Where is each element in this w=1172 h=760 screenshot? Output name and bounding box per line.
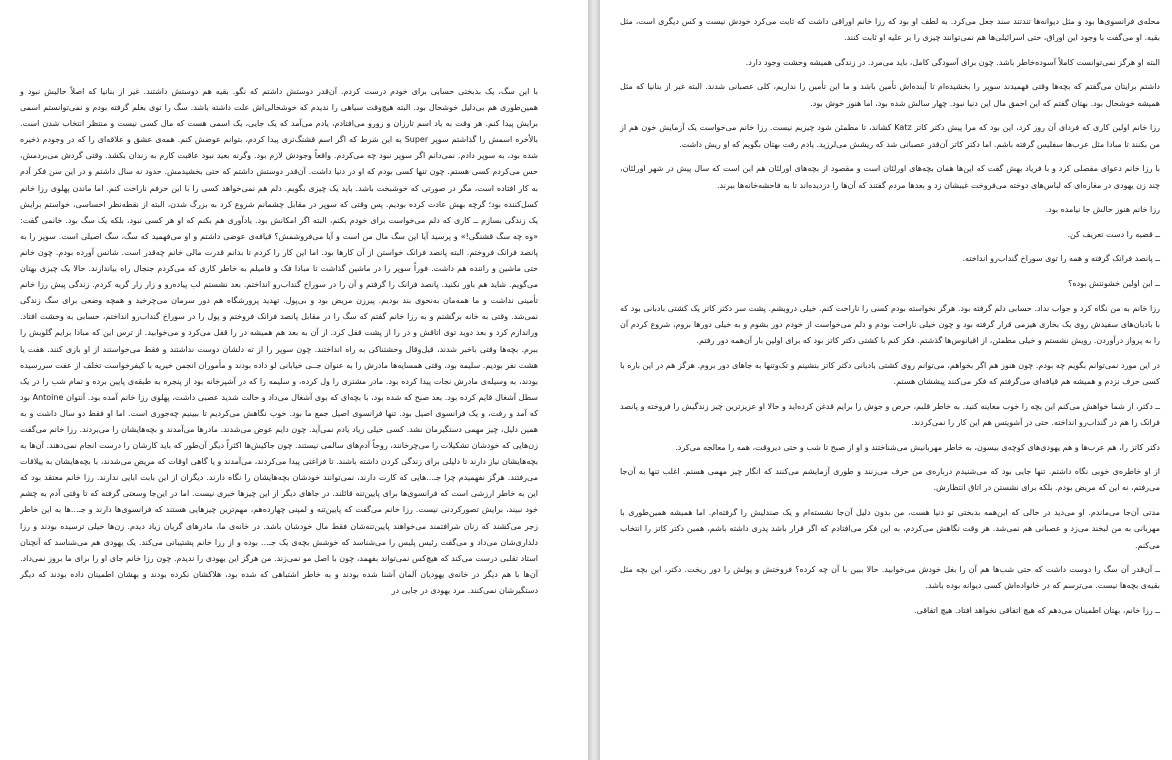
page-gutter — [588, 0, 600, 760]
right-paragraph-16: ــ آن‌قدر آن سگ را دوست داشت که حتی شب‌ها هم آن را بغل خودش می‌خوابید. حالا ببین با آن چه کرده؟ فروختش و پولش را دور ریخت. دکتر، این بچه مثل بقیه‌ی بچه‌ها نیست. می‌ترسم که در خانواده‌اش کسی دیوانه بوده باشد. — [620, 565, 1160, 591]
right-paragraph-7: ــ قضیه را دست تعریف کن. — [1067, 229, 1160, 239]
right-page — [600, 0, 1172, 760]
right-paragraph-8: ــ پانصد فرانک گرفته و همه را توی سوراخ گنداب‌رو انداخته. — [962, 254, 1160, 264]
left-paragraph-1: با این سگ، یک بدبختی حسابی برای خودم درست کردم. آن‌قدر دوستش داشتم که نگو. بقیه هم دوستش داشتند. غیر از بنانیا که اصلاً حالیش نبود و همین‌طوری هم بی‌دلیل خوشحال بود. البته هیچ‌وقت سیاهی را ندیدم که خوشحالی‌اش علت داشته باشد. سگ را توی بغلم گرفته بودم و نمی‌توانستم اسمی برایش پیدا کنم. هر وقت به یاد اسم تارزان و زورو می‌افتادم، یادم می‌آمد که یک جایی، یک اسمی هست که مال کسی نیست و منتظر انتخاب شدن است. بالأخره اسمش را گذاشتم سوپر Super به این شرط که اگر اسم قشنگ‌تری پیدا کردم، بتوانم عوضش کنم. همه‌ی عشق و علاقه‌ای را که در وجودم ذخیره شده بود، به سوپر دادم. نمی‌دانم اگر سوپر نبود چه می‌کردم. واقعاً وجودش لازم بود. وگرنه بعید نبود عاقبت کارم به زندان بکشد. وقتی گردش می‌بردمش، حس می‌کردم کسی هستم. چون تنها کسی بودم که او در دنیا داشت. آن‌قدر دوستش داشتم که حتی بخشیدمش. حدود نه سال داشتم و در این سن فکر آدم به کار افتاده است، مگر در صورتی که خوشبخت باشد. باید یک چیزی بگویم. دلم هم نمی‌خواهد کسی را با این حرفم ناراحت کنم. اما ماندن پهلوی رزا خانم کسل‌کننده بود؛ گرچه بهش عادت کرده بودیم. پس وقتی که سوپر در مقابل چشمانم شروع کرد به بزرگ شدن، البته از نقطه‌نظر احساسی، خواستم برایش یک زندگی بسازم ــ کاری که دلم می‌خواست برای خودم بکنم، البته اگر امکانش بود. یادآوری هم بکنم که او هر کسی نبود، بلکه یک سگ بود. خانمی گفت: «وه چه سگ قشنگی!» و پرسید آیا این سگ مال من است و آیا می‌فروشمش؟ قیافه‌ی عوضی داشتم و او می‌فهمید که سگ، سگ اصیلی است. سوپر را به پانصد فرانک فروختم. البته پانصد فرانک خواستن از آن کارها بود. اما این کار را کردم تا بدانم قدرت مالی خانم چه‌قدر است. شانس آورده بودم. چون خانم حتی ماشین و راننده هم داشت. فوراً سوپر را در ماشین گذاشت تا مبادا فک و فامیلم به خاطر کاری که می‌کردم جنجال راه بیاندازند. حالا یک چیزی بهتان می‌گویم. شاید هم باور نکنید. پانصد فرانک را گرفتم و آن را در سوراخ گنداب‌رو انداختم. بعد نشستم لب پیاده‌رو و زار زار گریه کردم. زندگی پیش رزا خانم تأمینی نداشت و ما همه‌مان به‌نحوی بند بودیم. پیرزن مریض بود و بی‌پول. تهدید پرورشگاه هم دور سرمان می‌چرخید و همچه وضعی برای سگ زندگی نمی‌شد. وقتی به خانه برگشتم و به رزا خانم گفتم که سگ را در مقابل پانصد فرانک فروختم و پول را در سوراخ گنداب‌رو انداختم، حسابی به وحشت افتاد. وراندازم کرد و بعد دوید توی اتاقش و در را از پشت قفل کرد. از آن به بعد هم همیشه در را قفل می‌کرد و می‌خوابید. از ترس این که مبادا برایم گلویش را ببرم. بچه‌ها وقتی باخبر شدند، قیل‌وقال وحشتناکی به راه انداختند. چون سوپر را از ته دلشان دوست نداشتند و فقط می‌خواستند از او بازی کنند. هفت یا هشت نفر بودیم. سلیمه بود، وقتی همسایه‌ها مادرش را به عنوان جــی خیابانی لو داده بودند و مأموران انجمن خیریه با کیفرخواست تخلف از عفت سررسیده بودند، به وسیله‌ی مادرش نجات پیدا کرده بود. مادر مشتری را ول کرده، و سلیمه را که در آشپزخانه بود از پنجره به طبقه‌ی پایین برده و تمام شب را در یک سطل آشغال قایم کرده بود. بعد صبح که شده بود، با بچه‌ای که بوی آشغال می‌داد و حالت شدید عصبی داشت، پهلوی رزا خانم آمده بود. آنتوان Antoine بود که آمد و رفت، و یک فرانسوی اصیل بود. تنها فرانسوی اصیل جمع ما بود. خوب نگاهش می‌کردیم تا ببینیم چه‌جوری است. اما او فقط دو سال داشت و به همین دلیل، چیز مهمی دستگیرمان نشد. کسی خیلی زیاد یادم نمی‌آید. چون دایم عوض می‌شدند. مادرها می‌آمدند و بچه‌هایشان را می‌بردند. رزا خانم می‌گفت زن‌هایی که خودشان تشکیلات را می‌چرخانند، روحاً آدم‌های سالمی نیستند. چون جاکیش‌ها اکثراً دیگر آن‌طور که باید کارشان را درست انجام نمی‌دهند. آن‌ها به بچه‌هایشان نیاز دارند تا دلیلی برای زندگی کردن داشته باشند. تا فراغتی پیدا می‌کردند، می‌آمدند و یا گاهی اوقات که مریض می‌شدند، با بچه‌هایشان به ییلاقات می‌رفتند. هرگز نفهمیدم چرا جـ...هایی که کارت دارند، نمی‌توانند خودشان بچه‌هایشان را نگاه دارند. دیگران از این بابت ابایی ندارند. رزا خانم معتقد بود که این به خاطر ارزشی است که فرانسوی‌ها برای پایین‌تنه قائلند. در جاهای دیگر از این چیزها خبری نیست. اما در این‌جا وسعتی گرفته که تا وقتی آدم به چشم خود نبیند، برایش تصورکردنی نیست. رزا خانم می‌گفت که پایین‌تنه و لمپنی چهارده‌هم، مهم‌ترین چیزهایی هستند که فرانسوی‌ها دارند و جـ...ها به این خاطر زجر می‌کشند که زنان شرافتمند می‌خواهند پایین‌تنه‌شان فقط مال خودشان باشد. در خانه‌ی ما، مادرهای گریان زیاد دیدم. زن‌ها خیلی ترسیده بودند و رزا دلداری‌شان می‌داد و می‌گفت رئیس پلیس را می‌شناسد که خوشش بچه‌ی یک جـ... بوده و از رزا خانم پشتیبانی می‌کند. یک یهودی هم می‌شناسد که آنچنان استاد تقلبی درست می‌کند که هیچ‌کس نمی‌تواند بفهمد، چون با اصل مو نمی‌زند. من هرگز این یهودی را ندیدم. چون رزا خانم جای او را برای ما بروز نمی‌داد. آن‌ها با هم دیگر در خانه‌ی یهودیان آلمان آشنا شده بودند و به خاطر اشتباهی که شده بود، هلاکشان نکرده بودند و بهشان اطمینان داده بودند که دیگر دستگیرشان نمی‌کنند. مرد یهودی در جایی در — [20, 87, 539, 595]
right-paragraph-3: داشتم برایتان می‌گفتم که بچه‌ها وقتی فهمیدند سوپر را بخشیده‌ام تا آینده‌اش تأمین باشد و ما این تأمین را نداریم، کلی عصبانی شدند. البته غیر از بنانیا که مثل همیشه خوشحال بود. بهتان گفتم که این احمق مال این دنیا نبود. چهار سالش شده بود، اما هنوز خوش بود. — [620, 82, 1160, 108]
right-paragraph-13: دکتر کاتز را، هم عرب‌ها و هم یهودی‌های کوچه‌ی بیسون، به خاطر مهربانیش می‌شناختند و او از صبح تا شب و حتی دیروقت، همه را معالجه می‌کرد. — [675, 442, 1160, 452]
right-paragraph-9: ــ این اولین خشونتش بوده؟ — [1068, 278, 1160, 288]
left-page-text — [20, 84, 538, 599]
right-paragraph-6: رزا خانم هنوز حالش جا نیامده بود. — [1045, 205, 1160, 215]
right-paragraph-12: ــ دکتر، از شما خواهش می‌کنم این بچه را خوب معاینه کنید. به خاطر قلبم، حرص و جوش را برایم قدغن کرده‌اید و حالا او عزیزترین چیز زندگیش را فروخته و پانصد فرانک را هم در گنداب‌رو انداخته. حتی در آشویتس هم این کار را نمی‌کردند. — [620, 401, 1160, 427]
right-paragraph-15: مدتی آن‌جا می‌ماندم. او می‌دید در حالی که این‌همه بدبختی تو دنیا هست، من بدون دلیل آن‌جا نشسته‌ام و یک صندلیش را گرفته‌ام. اما همیشه همین‌طوری با مهربانی به من لبخند می‌زد و عصبانی هم نمی‌شد. هر وقت نگاهش می‌کردم، به این فکر می‌افتادم که اگر قرار باشد پدری داشته باشم، همین دکتر کاتز را انتخاب می‌کنم. — [620, 507, 1160, 550]
right-paragraph-4: رزا خانم اولین کاری که فردای آن روز کرد، این بود که مرا پیش دکتر کاتز Katz کشاند، تا مطمئن شود چیزیم نیست. رزا خانم می‌خواست یک آزمایش خون هم از من بکنند تا مبادا مثل عرب‌ها سفلیس گرفته باشم. اما دکتر کاتز آن‌قدر عصبانی شد که ریشش می‌لرزید. یادم رفت بهتان بگویم که او ریش داشت. — [620, 123, 1161, 149]
right-paragraph-14: از او خاطره‌ی خوبی نگاه داشتم. تنها جایی بود که می‌شنیدم درباره‌ی من حرف می‌زنند و طوری آزمایشم می‌کنند که انگار چیز مهمی هستم. اغلب تنها به آن‌جا می‌رفتم، نه این که مریض بودم. بلکه برای نشستن در اتاق انتظارش. — [620, 467, 1160, 493]
right-paragraph-1: محله‌ی فرانسوی‌ها بود و مثل دیوانه‌ها تندتند سند جعل می‌کرد. به لطف او بود که رزا خانم اوراقی داشت که ثابت می‌کرد خودش نیست و کس دیگری است، مثل بقیه. او می‌گفت با وجود این اوراق، حتی اسرائیلی‌ها هم نمی‌توانند چیزی را بر علیه او ثابت کنند. — [620, 17, 1160, 43]
right-page-text — [620, 14, 1160, 619]
right-paragraph-5: با رزا خانم دعوای مفصلی کرد و با فریاد بهش گفت که این‌ها همان بچه‌های اورلئان است و مقصود از بچه‌های اورلئان هم این است که سال پیش در شهر اورلئان، چند زن یهودی در مغازه‌ای که لباس‌های دوخته می‌فروخت غیبشان زد و بعدها مردم گفتند که آن‌ها را دزدیده‌اند تا به فاحشه‌خانه‌ها ببرند. — [620, 164, 1160, 190]
right-paragraph-2: البته او هرگز نمی‌توانست کاملاً آسوده‌خاطر باشد. چون برای آسودگی کامل، باید می‌مرد. در زندگی همیشه وحشت وجود دارد. — [745, 57, 1160, 67]
right-paragraph-11: در این مورد نمی‌توانم بگویم چه بودم. چون هنوز هم اگر بخواهم، می‌توانم روی کشتی بادبانی دکتر کاتز بنشینم و تک‌وتنها به جاهای دور بروم. هرگز هم در این باره با کسی حرف نزدم و همیشه هم قیافه‌ای می‌گرفتم که فکر می‌کنند پیششان هستم. — [620, 360, 1160, 387]
right-paragraph-10: رزا خانم به من نگاه کرد و جواب نداد. حسابی دلم گرفته بود. هرگز نخواسته بودم کسی را ناراحت کنم. خیلی درویشم. پشت سر دکتر کاتز یک کشتی بادبانی بود که با بادبان‌های سفیدش روی یک بخاری هیزمی قرار گرفته بود و چون خیلی ناراحت بودم و دلم می‌خواست از خودم دور بشوم و به خیلی دورها بروم، شروع کردم آن را به پرواز درآوردن. رویش نشستم و خیلی مطمئن، از اقیانوس‌ها گذشتم. فکر کنم با کشتی دکتر کاتز بود که برای اولین بار آن‌همه دور رفتم. — [620, 303, 1160, 346]
right-paragraph-17: ــ رزا خانم، بهتان اطمینان می‌دهم که هیچ اتفاقی نخواهد افتاد. هیچ اتفاقی. — [914, 606, 1160, 616]
